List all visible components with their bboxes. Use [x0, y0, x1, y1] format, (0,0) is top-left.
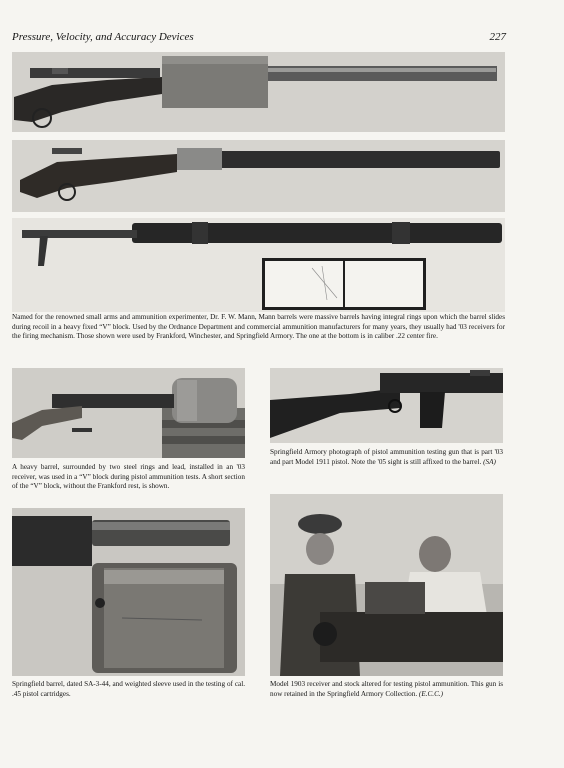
credit-ecc: (E.C.C.) — [418, 689, 444, 698]
photo-pistol-testing-gun — [270, 368, 503, 443]
page-number: 227 — [489, 31, 506, 43]
caption-model-1903-receiver-text: Model 1903 receiver and stock altered for testing pistol ammunition. This gun is now retained in the Springfield Armory Collection. — [270, 680, 503, 698]
barrel-and-sleeve-image — [12, 508, 245, 676]
running-title: Pressure, Velocity, and Accuracy Devices — [12, 31, 194, 43]
photo-springfield-barrel-sleeve — [12, 508, 245, 676]
photo-heavy-barrel-rings — [12, 368, 245, 458]
caption-springfield-barrel: Springfield barrel, dated SA-3-44, and weighted sleeve used in the testing of cal. .45 pistol cartridges. — [12, 680, 245, 698]
photo-mann-barrel-middle — [12, 140, 505, 212]
heavy-barrel-rings-image — [12, 368, 245, 458]
photo-model-1903-receiver-men — [270, 494, 503, 676]
caption-heavy-barrel: A heavy barrel, surrounded by two steel rings and lead, installed in an '03 receiver, was used in a “V” block during pistol ammunition tests. A short section of the “V” block, without the Frankford rest, is shown. — [12, 463, 245, 491]
credit-sa: (SA) — [483, 457, 496, 466]
rifle-v-block-image — [12, 52, 505, 132]
rifle-heavy-barrel-image — [12, 140, 505, 212]
barrel-and-notebook-image — [12, 218, 505, 312]
caption-pistol-testing-gun — [270, 448, 503, 467]
caption-mann-barrels: Named for the renowned small arms and ammunition experimenter, Dr. F. W. Mann, Mann barrels were massive barrels having integral rings upon which the barrel slides during recoil in a heavy fixed “V” block. Used by the Ordnance Department and commercial ammunition manufacturers for many years, they usually had '03 receivers for the firing mechanism. Those shown were used by Frankford, Winchester, and Springfield Armory. The one at the bottom is in caliber .22 center fire. — [12, 313, 505, 341]
pistol-testing-gun-image — [270, 368, 503, 443]
men-testing-gun-image — [270, 494, 503, 676]
photo-mann-barrel-22-center-fire — [12, 218, 505, 312]
caption-pistol-testing-gun-text: Springfield Armory photograph of pistol ammunition testing gun that is part '03 and part Model 1911 pistol. Note the '05 sight is still affixed to the barrel. — [270, 448, 503, 466]
photo-mann-barrel-v-block — [12, 52, 505, 132]
caption-model-1903-receiver — [270, 680, 503, 699]
